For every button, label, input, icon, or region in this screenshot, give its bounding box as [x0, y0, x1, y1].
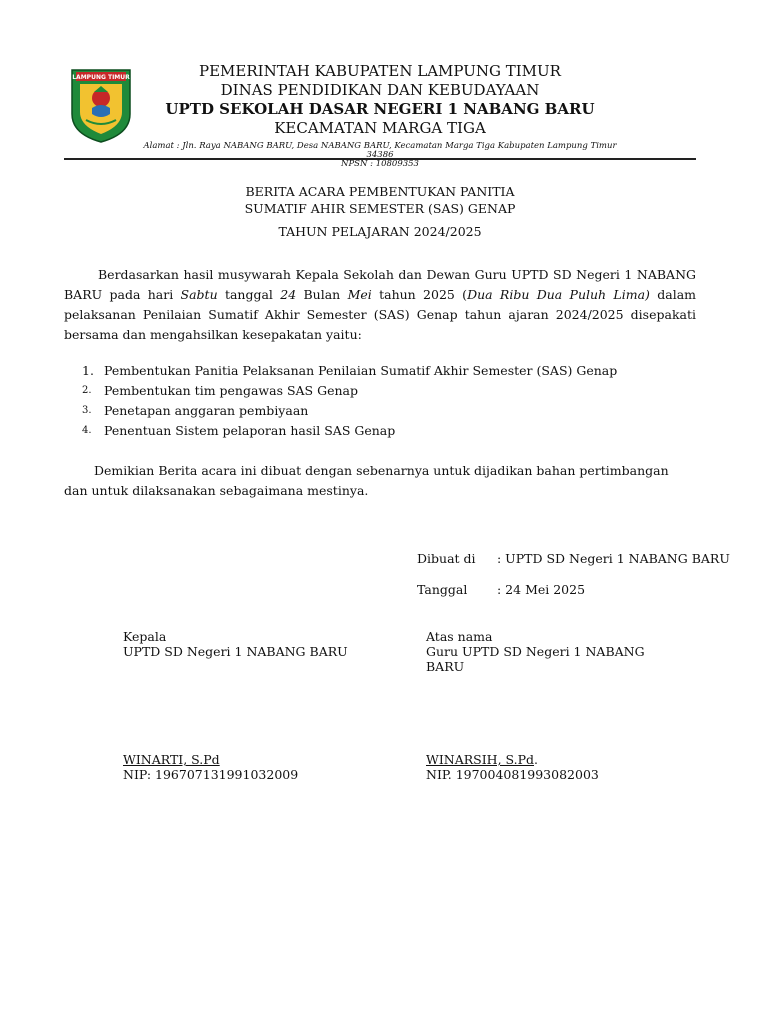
paragraph-year-words: Dua Ribu Dua Puluh Lima) [467, 287, 650, 302]
letterhead-school: UPTD SEKOLAH DASAR NEGERI 1 NABANG BARU [165, 100, 595, 118]
signer-role: Atas nama [426, 629, 493, 644]
signer-right [426, 752, 599, 782]
date-row [417, 582, 585, 597]
letterhead [140, 64, 620, 169]
list-item-text: Penentuan Sistem pelaporan hasil SAS Genap [104, 423, 396, 438]
logo-text: LAMPUNG TIMUR [72, 74, 130, 81]
document-subtitle: SUMATIF AHIR SEMESTER (SAS) GENAP [244, 201, 516, 216]
signature-block-left [123, 629, 383, 659]
signer-role: Kepala [123, 629, 167, 644]
paragraph-day: Sabtu [180, 287, 218, 302]
signer-institution: Guru UPTD SD Negeri 1 NABANG BARU [426, 644, 645, 674]
list-number: 1. [82, 363, 94, 378]
list-item-text: Pembentukan tim pengawas SAS Genap [104, 383, 358, 398]
letterhead-npsn: NPSN : 10809353 [341, 159, 419, 169]
list-item [64, 401, 696, 421]
opening-paragraph [64, 265, 696, 345]
signer-name: WINARSIH, S.Pd [426, 752, 535, 767]
letterhead-address: Alamat : Jln. Raya NABANG BARU, Desa NABANG BARU, Kecamatan Marga Tiga Kabupaten Lampung Timur 34386 [143, 141, 617, 160]
place-row [417, 551, 730, 566]
list-item [64, 421, 696, 441]
list-item-text: Penetapan anggaran pembiyaan [104, 403, 309, 418]
letterhead-divider [64, 158, 696, 160]
letterhead-district: KECAMATAN MARGA TIGA [274, 119, 486, 137]
list-item [64, 381, 696, 401]
list-item [64, 361, 696, 381]
date-value: : 24 Mei 2025 [497, 582, 586, 597]
paragraph-text: tanggal [217, 287, 281, 302]
place-value: : UPTD SD Negeri 1 NABANG BARU [497, 551, 730, 566]
regency-emblem-logo [70, 68, 132, 144]
letterhead-office: DINAS PENDIDIKAN DAN KEBUDAYAAN [220, 81, 540, 99]
list-number: 3. [82, 405, 92, 416]
letterhead-government: PEMERINTAH KABUPATEN LAMPUNG TIMUR [199, 62, 561, 80]
agreement-list [64, 361, 696, 441]
closing-paragraph: Demikian Berita acara ini dibuat dengan sebenarnya untuk dijadikan bahan pertimbangan dan untuk dilaksanakan sebagaimana mestinya. [64, 463, 669, 498]
list-number: 2. [82, 385, 92, 396]
signature-block-right [426, 629, 666, 674]
list-item-text: Pembentukan Panitia Pelaksanan Penilaian Sumatif Akhir Semester (SAS) Genap [104, 363, 618, 378]
signer-left [123, 752, 298, 782]
paragraph-month: Mei [347, 287, 372, 302]
paragraph-text: dalam pelaksanan Penilaian Sumatif Akhir Semester (SAS) Genap tahun ajaran 2024/2025 disepakati bersama dan mengahsilkan kesepakatan yaitu: [64, 287, 697, 342]
paragraph-text: Berdasarkan hasil musywarah Kepala Sekolah dan Dewan Guru UPTD SD Negeri 1 NABANG BARU pada hari [64, 267, 696, 302]
signer-institution: UPTD SD Negeri 1 NABANG BARU [123, 644, 348, 659]
date-label: Tanggal [417, 582, 468, 597]
list-number: 4. [82, 425, 92, 436]
paragraph-date: 24 [280, 287, 297, 302]
signer-name-suffix: . [534, 752, 538, 767]
document-title: BERITA ACARA PEMBENTUKAN PANITIA [245, 184, 515, 199]
signer-name: WINARTI, S.Pd [123, 752, 220, 767]
place-label: Dibuat di [417, 551, 476, 566]
paragraph-text: Bulan [296, 287, 348, 302]
document-year: TAHUN PELAJARAN 2024/2025 [278, 224, 482, 239]
signer-nip: NIP. 197004081993082003 [426, 767, 599, 782]
paragraph-text: tahun 2025 ( [371, 287, 468, 302]
signer-nip: NIP: 196707131991032009 [123, 767, 299, 782]
